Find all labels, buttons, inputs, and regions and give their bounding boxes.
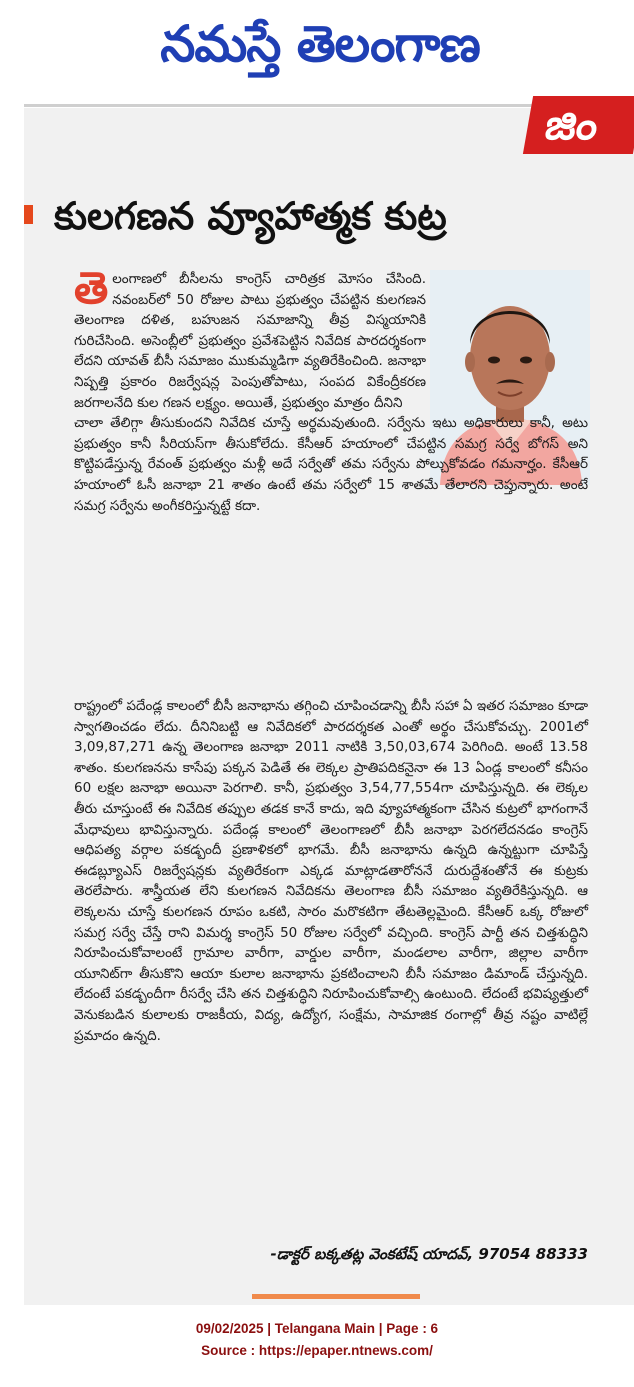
paragraph-1-wide-text: చాలా తేలిగ్గా తీసుకుందని నివేదిక చూస్తే అర్థమవుతుంది. సర్వేను ఇటు అధికారులు కానీ, అటు ప్రభుత్వం కానీ సీరియస్‌గా తీసుకోలేదు. కేసీఆర్ హయాంలో చేపట్టిన సమగ్ర సర్వే బోగస్ అని కొట్టిపడేస్తున్న రేవంత్ ప్రభుత్వం మళ్లీ అదే సర్వేతో తమ సర్వేను పోల్చుకోవడం గమనార్హం. కేసీఆర్ హయాంలో ఓసీ జనాభా 21 శాతం ఉంటే తమ సర్వేలో 15 శాతమే తేలారని చెప్తున్నారు. అంటే సమగ్ర సర్వేను అంగీకరిస్తున్నట్టే కదా. <box>74 415 588 514</box>
article-paragraph-1 <box>74 263 588 516</box>
article-headline: కులగణన వ్యూహాత్మక కుట్ర <box>54 194 447 238</box>
drop-cap: తె <box>74 263 109 314</box>
headline-marker-icon <box>24 205 33 224</box>
source-link[interactable]: Source : https://epaper.ntnews.com/ <box>201 1343 433 1358</box>
article-end-rule <box>252 1294 420 1299</box>
article-paragraph-2: రాష్ట్రంలో పదేండ్ల కాలంలో బీసీ జనాభాను తగ్గించి చూపించడాన్ని బీసీ సహా ఏ ఇతర సమాజం కూడా స్వాగతించడం లేదు. దీనినిబట్టి ఆ నివేదికలో పారదర్శకత ఎంతో అర్థం చేసుకోవచ్చు. 2001లో 3,09,87,271 ఉన్న తెలంగాణ జనాభా 2011 నాటికి 3,50,03,674 పెరిగింది. అంటే 13.58 శాతం. కులగణనను కాసేపు పక్కన పెడితే ఈ లెక్కల ప్రాతిపదికనైనా ఈ 13 ఏండ్ల కాలంలో కనీసం 60 లక్షల జనాభా అయినా పెరగాలి. కానీ, ప్రభుత్వం 3,54,77,554గా చూపిస్తున్నది. ఈ లెక్కల తీరు చూస్తుంటే ఈ నివేదిక తప్పుల తడక కానే కాదు, ఇది వ్యూహాత్మకంగా చేసిన కుట్రలో భాగంగానే మేధావులు భావిస్తున్నారు. పదేండ్ల కాలంలో తెలంగాణలో బీసీ జనాభా పెరగలేదనడం కాంగ్రెస్ ఆధిపత్య వర్గాల పకడ్బందీ ప్రణాళికలో భాగమే. బీసీ జనాభాను ఉన్నది ఉన్నట్టుగా చూపిస్తే ఈడబ్ల్యూఎస్ రిజర్వేషన్లకు వ్యతిరేకంగా ఎక్కడ మాట్లాడతారోననే దురుద్దేశంతోనే ఈ కుట్రకు తెరలేపారు. శాస్త్రీయత లేని కులగణన నివేదికను తెలంగాణ బీసీ సమాజం వ్యతిరేకిస్తున్నది. ఆ లెక్కలను చూస్తే కులగణన రూపం ఒకటి, సారం మరొకటిగా తేటతెల్లమైంది. కేసీఆర్ ఒక్క రోజులో సమగ్ర సర్వే చేస్తే రాని విమర్శ కాంగ్రెస్ 50 రోజుల సర్వేలో వచ్చింది. కాంగ్రెస్ పార్టీ తన చిత్తశుద్ధిని నిరూపించుకోవాలంటే గ్రామాల వారీగా, వార్డుల వారీగా, మండలాల వారీగా, జిల్లాల వారీగా యూనిట్‌గా తీసుకొని ఆయా కులాల జనాభాను ప్రకటించాలని బీసీ సమాజం డిమాండ్ చేస్తున్నది. లేదంటే పకడ్బందీగా రీసర్వే చేసి తన చిత్తశుద్ధిని నిరూపించుకోవాల్సి ఉంటుంది. లేదంటే భవిష్యత్తులో వెనుకబడిన కులాలకు రాజకీయ, విద్య, ఉద్యోగ, సంక్షేమ, సామాజిక రంగాల్లో తీవ్ర నష్టం వాటిల్లే ప్రమాదం ఉన్నది. <box>74 698 588 1044</box>
section-stamp-text: జిం <box>541 100 603 149</box>
masthead-rule <box>24 104 540 107</box>
edition-info: 09/02/2025 | Telangana Main | Page : 6 <box>195 1321 439 1336</box>
page-footer <box>0 1318 634 1362</box>
masthead <box>0 0 634 95</box>
section-stamp <box>523 96 634 154</box>
newspaper-logo: నమస్తే తెలంగాణ <box>160 14 480 73</box>
paragraph-1-narrow-block <box>74 263 426 413</box>
paragraph-1-narrow-text: లంగాణలో బీసీలను కాంగ్రెస్ చారిత్రక మోసం చేసింది. నవంబర్‌లో 50 రోజుల పాటు ప్రభుత్వం చేపట్టిన కులగణన తెలంగాణ దళిత, బహుజన సమాజాన్ని తీవ్ర విస్మయానికి గురిచేసింది. అసెంబ్లీలో ప్రభుత్వం ప్రవేశపెట్టిన నివేదిక పారదర్శకంగా లేదని యావత్ బీసీ సమాజం ముకుమ్మడిగా వ్యతిరేకించింది. జనాభా నిష్పత్తి ప్రకారం రిజర్వేషన్ల పెంపుతోపాటు, సంపద వికేంద్రీకరణ జరగాలనేది కుల గణన లక్ష్యం. అయితే, ప్రభుత్వం మాత్రం దీనిని <box>74 271 426 411</box>
author-byline: -డాక్టర్ బక్కతట్ల వెంకటేష్ యాదవ్, 97054 88333 <box>270 1245 588 1263</box>
